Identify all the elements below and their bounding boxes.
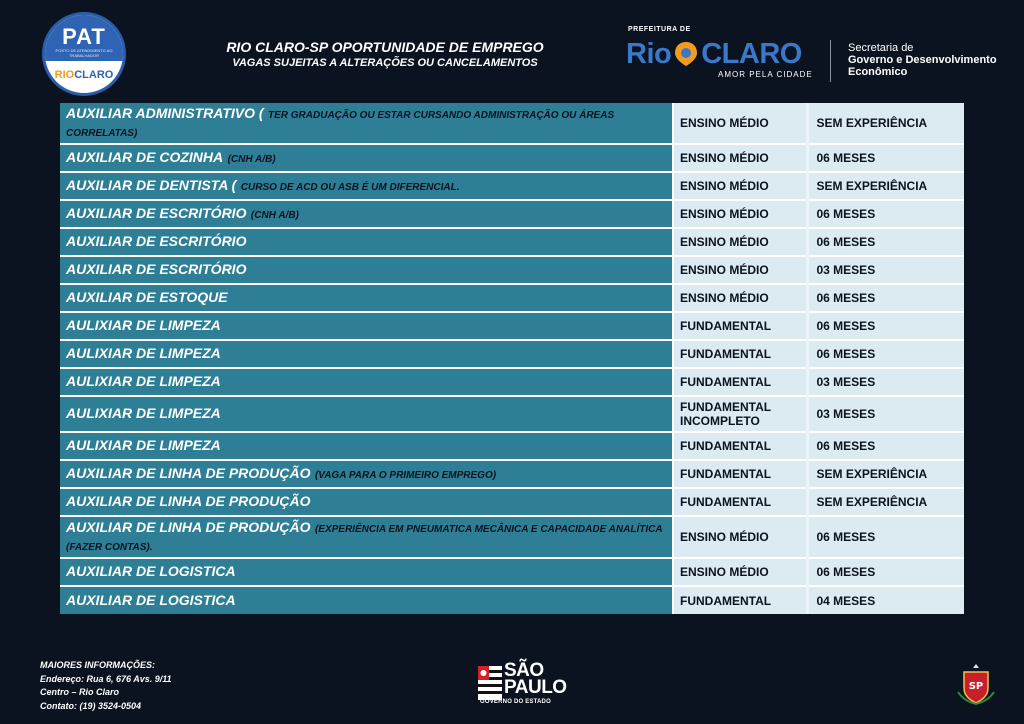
education-cell	[673, 340, 807, 368]
education-value: FUNDAMENTAL	[680, 319, 772, 333]
job-title-cell	[60, 172, 673, 200]
education-value: FUNDAMENTAL	[680, 467, 772, 481]
job-note: (CNH A/B)	[250, 210, 299, 221]
education-cell	[673, 488, 807, 516]
job-title: AUXILIAR DE ESTOQUE	[66, 289, 228, 305]
job-title: AULIXIAR DE LIMPEZA	[66, 317, 221, 333]
job-title-cell	[60, 558, 673, 586]
job-title: AUXILIAR DE LOGISTICA	[66, 563, 236, 579]
experience-value: 06 MESES	[816, 235, 876, 249]
job-title: AUXILIAR DE LINHA DE PRODUÇÃO	[66, 493, 311, 509]
experience-cell	[807, 256, 964, 284]
header-titles	[190, 38, 580, 71]
sp-line2: PAULO	[504, 677, 567, 698]
info-contact: Contato: (19) 3524-0504	[40, 700, 142, 711]
experience-cell	[807, 586, 964, 614]
job-title-cell	[60, 103, 673, 144]
job-title: AUXILIAR DE COZINHA	[66, 149, 224, 165]
experience-value: 06 MESES	[816, 151, 876, 165]
footer-info	[40, 659, 172, 713]
experience-cell	[807, 284, 964, 312]
job-title: AUXILIAR DE ESCRITÓRIO	[66, 233, 247, 249]
job-note: (CNH A/B)	[227, 154, 276, 165]
sp-gov-label: GOVERNO DO ESTADO	[480, 699, 551, 705]
pat-logo-subtitle: POSTO DE ATENDIMENTO AO TRABALHADOR	[55, 48, 113, 58]
location-pin-icon	[673, 41, 699, 67]
education-value: ENSINO MÉDIO	[680, 530, 769, 544]
sp-wordmark	[504, 662, 567, 696]
jobs-table	[60, 103, 964, 614]
job-row	[60, 172, 964, 200]
job-title-cell	[60, 200, 673, 228]
coat-of-arms-icon	[956, 662, 996, 706]
job-row	[60, 103, 964, 144]
prefeitura-label: PREFEITURA DE	[628, 26, 691, 33]
pat-brand-a: RIO	[54, 69, 75, 81]
education-cell	[673, 368, 807, 396]
job-row	[60, 228, 964, 256]
education-cell	[673, 586, 807, 614]
job-row	[60, 312, 964, 340]
job-title: AUXILIAR DE LINHA DE PRODUÇÃO	[66, 465, 311, 481]
jobs-table-body	[60, 103, 964, 614]
experience-cell	[807, 200, 964, 228]
secretaria-line2: Governo e Desenvolvimento	[848, 54, 997, 66]
education-cell	[673, 312, 807, 340]
job-title-cell	[60, 144, 673, 172]
experience-value: 06 MESES	[816, 439, 876, 453]
education-cell	[673, 256, 807, 284]
rio-claro-tagline: AMOR PELA CIDADE	[718, 70, 813, 79]
info-district: Centro – Rio Claro	[40, 687, 120, 697]
experience-cell	[807, 432, 964, 460]
page-title: RIO CLARO-SP OPORTUNIDADE DE EMPREGO	[226, 39, 544, 55]
job-title-cell	[60, 432, 673, 460]
job-row	[60, 432, 964, 460]
job-title: AUXILIAR DE ESCRITÓRIO	[66, 205, 247, 221]
experience-cell	[807, 228, 964, 256]
education-value: FUNDAMENTAL	[680, 593, 772, 608]
job-title-cell	[60, 256, 673, 284]
experience-value: SEM EXPERIÊNCIA	[816, 495, 928, 509]
secretaria-line3: Econômico	[848, 66, 908, 78]
experience-value: 03 MESES	[816, 407, 876, 421]
job-row	[60, 460, 964, 488]
job-row	[60, 558, 964, 586]
job-row	[60, 368, 964, 396]
experience-value: 06 MESES	[816, 530, 876, 544]
experience-cell	[807, 172, 964, 200]
education-value: ENSINO MÉDIO	[680, 179, 769, 193]
info-heading: MAIORES INFORMAÇÕES:	[40, 660, 156, 670]
secretaria-line1: Secretaria de	[848, 42, 914, 54]
experience-value: 03 MESES	[816, 263, 876, 277]
education-cell	[673, 396, 807, 432]
education-cell	[673, 200, 807, 228]
education-value: ENSINO MÉDIO	[680, 263, 769, 277]
job-row	[60, 488, 964, 516]
experience-cell	[807, 103, 964, 144]
job-title-cell	[60, 228, 673, 256]
experience-value: 03 MESES	[816, 375, 876, 389]
job-title-cell	[60, 312, 673, 340]
job-title: AULIXIAR DE LIMPEZA	[66, 373, 221, 389]
education-cell	[673, 432, 807, 460]
job-title: AULIXIAR DE LIMPEZA	[66, 405, 221, 421]
job-title-cell	[60, 586, 673, 614]
education-value: ENSINO MÉDIO	[680, 116, 769, 130]
job-note: CURSO DE ACD OU ASB É UM DIFERENCIAL.	[240, 182, 460, 193]
education-cell	[673, 558, 807, 586]
experience-value: 06 MESES	[816, 291, 876, 305]
pat-logo-title: PAT	[62, 24, 106, 49]
job-title: AULIXIAR DE LIMPEZA	[66, 345, 221, 361]
page-subtitle: VAGAS SUJEITAS A ALTERAÇÕES OU CANCELAMENTOS	[232, 57, 538, 69]
experience-cell	[807, 488, 964, 516]
job-title: AULIXIAR DE LIMPEZA	[66, 437, 221, 453]
job-row	[60, 586, 964, 614]
rc-word-a: Rio	[626, 38, 672, 70]
pat-logo	[42, 12, 126, 96]
coat-text: SP	[968, 681, 984, 692]
experience-value: SEM EXPERIÊNCIA	[816, 467, 928, 481]
pat-logo-brand	[55, 69, 114, 81]
education-value: FUNDAMENTAL	[680, 375, 772, 389]
education-value: FUNDAMENTAL	[680, 495, 772, 509]
job-title-cell	[60, 516, 673, 558]
job-title: AUXILIAR DE DENTISTA (	[66, 177, 237, 193]
job-row	[60, 144, 964, 172]
sao-paulo-logo	[478, 660, 567, 706]
experience-cell	[807, 516, 964, 558]
job-row	[60, 516, 964, 558]
job-note: (EXPERIÊNCIA EM PNEUMATICA MECÂNICA E CAPACIDADE ANALÍTICA (FAZER CONTAS).	[66, 524, 663, 553]
experience-cell	[807, 144, 964, 172]
job-title: AUXILIAR DE LINHA DE PRODUÇÃO	[66, 519, 311, 535]
experience-value: 06 MESES	[816, 347, 876, 361]
experience-value: 04 MESES	[816, 593, 876, 608]
job-title-cell	[60, 284, 673, 312]
job-row	[60, 340, 964, 368]
pat-brand-b: CLARO	[74, 69, 114, 81]
education-cell	[673, 172, 807, 200]
experience-value: SEM EXPERIÊNCIA	[816, 179, 928, 193]
education-value: ENSINO MÉDIO	[680, 151, 769, 165]
experience-cell	[807, 312, 964, 340]
rc-word-b: CLARO	[701, 38, 802, 70]
experience-value: 06 MESES	[816, 319, 876, 333]
experience-value: SEM EXPERIÊNCIA	[816, 116, 928, 130]
education-value: ENSINO MÉDIO	[680, 565, 769, 579]
experience-value: 06 MESES	[816, 207, 876, 221]
sp-flag-icon	[478, 666, 502, 700]
job-row	[60, 396, 964, 432]
education-value: FUNDAMENTAL INCOMPLETO	[680, 400, 771, 428]
experience-cell	[807, 460, 964, 488]
rio-claro-wordmark	[626, 38, 802, 70]
experience-value: 06 MESES	[816, 565, 876, 579]
education-value: ENSINO MÉDIO	[680, 291, 769, 305]
experience-cell	[807, 340, 964, 368]
rio-claro-logo	[626, 26, 826, 84]
job-row	[60, 284, 964, 312]
job-row	[60, 256, 964, 284]
secretaria-label	[848, 42, 997, 78]
job-note: TER GRADUAÇÃO OU ESTAR CURSANDO ADMINISTRAÇÃO OU ÁREAS CORRELATAS)	[66, 110, 615, 139]
logo-divider	[830, 40, 831, 82]
education-cell	[673, 144, 807, 172]
sp-line1: SÃO	[504, 660, 544, 681]
job-title-cell	[60, 396, 673, 432]
job-title-cell	[60, 340, 673, 368]
experience-cell	[807, 368, 964, 396]
job-note: (VAGA PARA O PRIMEIRO EMPREGO)	[314, 470, 497, 481]
education-cell	[673, 228, 807, 256]
education-value: ENSINO MÉDIO	[680, 207, 769, 221]
education-value: ENSINO MÉDIO	[680, 235, 769, 249]
job-title: AUXILIAR DE ESCRITÓRIO	[66, 261, 247, 277]
education-value: FUNDAMENTAL	[680, 347, 772, 361]
education-cell	[673, 103, 807, 144]
job-row	[60, 200, 964, 228]
job-title: AUXILIAR ADMINISTRATIVO (	[66, 105, 264, 121]
job-title: AUXILIAR DE LOGISTICA	[66, 591, 236, 608]
education-cell	[673, 516, 807, 558]
experience-cell	[807, 558, 964, 586]
education-value: FUNDAMENTAL	[680, 439, 772, 453]
job-title-cell	[60, 488, 673, 516]
education-cell	[673, 284, 807, 312]
job-title-cell	[60, 368, 673, 396]
experience-cell	[807, 396, 964, 432]
job-title-cell	[60, 460, 673, 488]
education-cell	[673, 460, 807, 488]
info-address: Endereço: Rua 6, 676 Avs. 9/11	[40, 673, 172, 684]
